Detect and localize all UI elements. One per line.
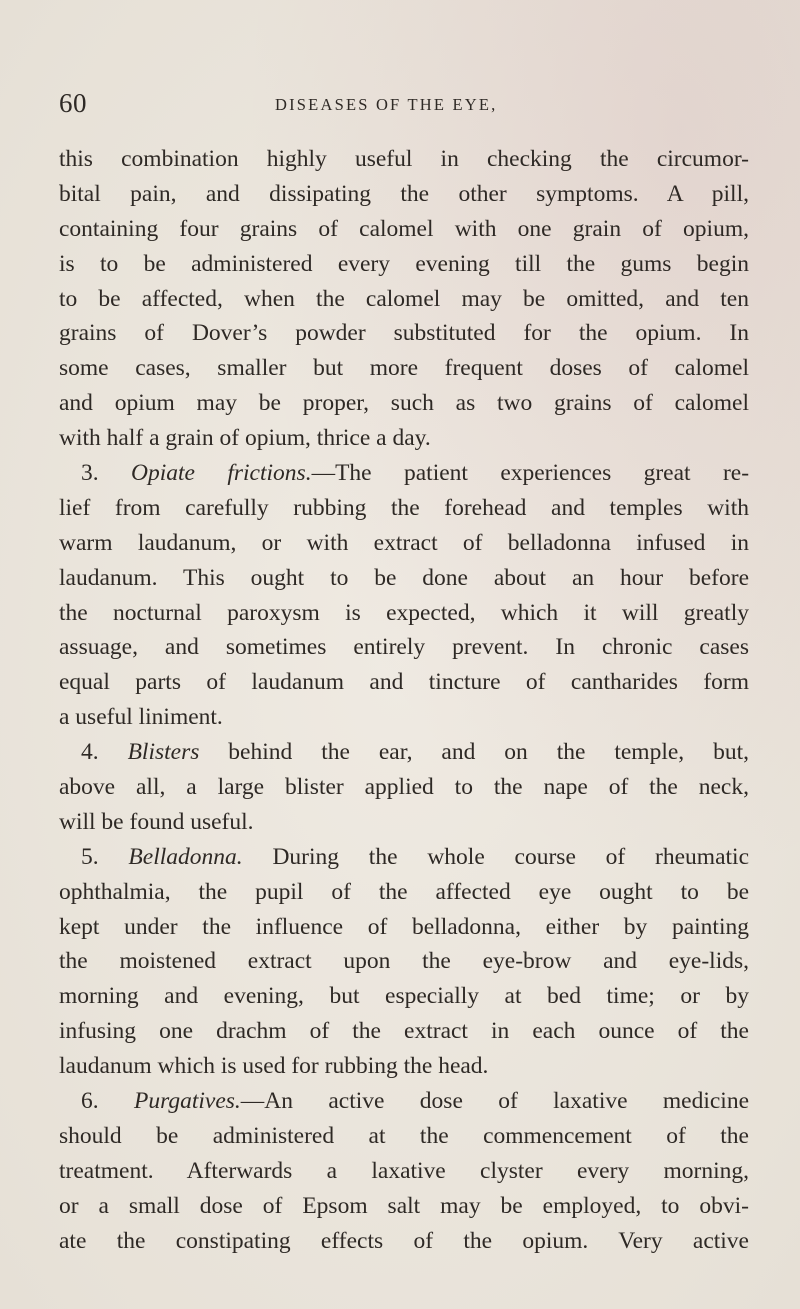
text-line: laudanum. This ought to be done about an hour before: [59, 564, 749, 591]
text-line: this combination highly useful in checking the circumor-: [59, 146, 749, 172]
text-line: is to be administered every evening till the gums begin: [59, 250, 749, 277]
text-line: warm laudanum, or with extract of belladonna infused in: [59, 529, 749, 556]
text-line: and opium may be proper, such as two grains of calomel: [59, 390, 749, 417]
page-header: [59, 88, 749, 122]
text-line: [59, 840, 749, 875]
text-line: ate the constipating effects of the opium. Very active: [59, 1227, 749, 1254]
section-number: 6.: [81, 1088, 134, 1115]
text-line: ophthalmia, the pupil of the affected eye ought to be: [59, 878, 749, 905]
line-text: behind the ear, and on the temple, but,: [199, 739, 749, 766]
text-line: [59, 1084, 749, 1119]
text-line: or a small dose of Epsom salt may be employed, to obvi-: [59, 1192, 749, 1219]
text-line: a useful liniment.: [59, 704, 223, 731]
text-line: with half a grain of opium, thrice a day.: [59, 425, 431, 452]
text-line: bital pain, and dissipating the other symptoms. A pill,: [59, 180, 749, 207]
section-number: 5.: [81, 843, 129, 870]
text-line: some cases, smaller but more frequent doses of calomel: [59, 355, 749, 382]
text-line: should be administered at the commencement of the: [59, 1122, 749, 1149]
text-line: lief from carefully rubbing the forehead and temples with: [59, 494, 749, 521]
text-line: containing four grains of calomel with one grain of opium,: [59, 215, 749, 242]
text-line: grains of Dover’s powder substituted for the opium. In: [59, 320, 749, 347]
text-line: [59, 456, 749, 491]
section-heading: Blisters: [127, 739, 200, 766]
text-line: to be affected, when the calomel may be omitted, and ten: [59, 285, 749, 312]
page-number: 60: [59, 88, 87, 118]
text-line: laudanum which is used for rubbing the head.: [59, 1053, 489, 1080]
text-line: [59, 735, 749, 770]
text-line: the nocturnal paroxysm is expected, which it will greatly: [59, 599, 749, 626]
text-line: equal parts of laudanum and tincture of cantharides form: [59, 669, 749, 696]
section-number: 3.: [81, 460, 132, 487]
section-heading: Opiate frictions.: [131, 460, 312, 487]
text-line: morning and evening, but especially at bed time; or by: [59, 983, 749, 1010]
text-line: assuage, and sometimes entirely prevent. In chronic cases: [59, 634, 749, 661]
section-heading: Purgatives.: [133, 1088, 241, 1115]
running-head: DISEASES OF THE EYE,: [275, 95, 498, 114]
text-line: kept under the influence of belladonna, either by painting: [59, 913, 749, 940]
text-line: infusing one drachm of the extract in each ounce of the: [59, 1018, 749, 1045]
section-number: 4.: [81, 739, 128, 766]
body-text: [59, 142, 749, 1259]
line-text: During the whole course of rheumatic: [242, 843, 749, 870]
section-heading: Belladonna.: [128, 843, 243, 870]
line-text: —An active dose of laxative medicine: [240, 1088, 749, 1115]
text-line: above all, a large blister applied to the nape of the neck,: [59, 774, 749, 801]
text-line: the moistened extract upon the eye-brow and eye-lids,: [59, 948, 749, 975]
line-text: —The patient experiences great re-: [311, 460, 750, 487]
text-line: will be found useful.: [59, 808, 254, 835]
text-line: treatment. Afterwards a laxative clyster every morning,: [59, 1157, 749, 1184]
